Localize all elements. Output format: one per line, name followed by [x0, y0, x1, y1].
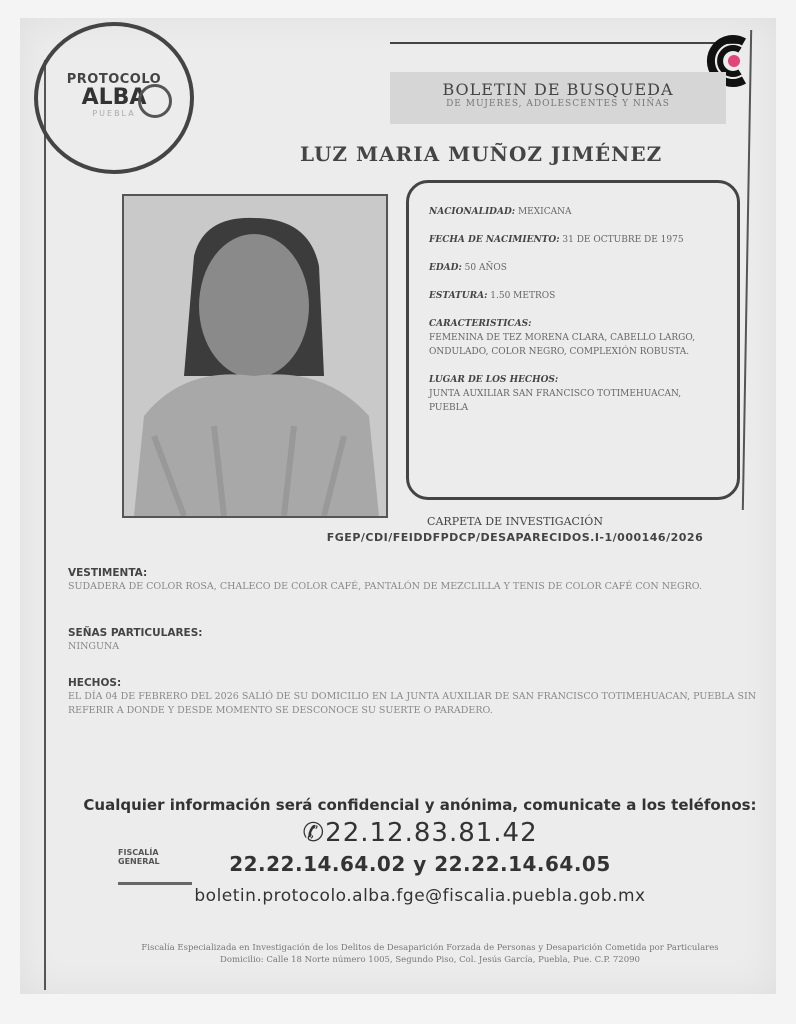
contact-intro: Cualquier información será confidencial y anónima, comunicate a los teléfonos: [83, 796, 757, 814]
detail-edad: EDAD: 50 AÑOS [429, 263, 507, 273]
main-phone[interactable]: ✆22.12.83.81.42 [302, 818, 538, 848]
footer [100, 942, 760, 966]
vestimenta-section [68, 566, 768, 594]
other-phones[interactable]: 22.22.14.64.02 y 22.22.14.64.05 [229, 852, 611, 876]
logo-line1: PROTOCOLO [66, 72, 162, 87]
footer-line2: Domicilio: Calle 18 Norte número 1005, Segundo Piso, Col. Jesús García, Puebla, Pue. C.P. 72090 [220, 955, 640, 965]
vestimenta-label: VESTIMENTA: [68, 567, 148, 579]
protocolo-alba-logo [34, 22, 194, 174]
senas-label: SEÑAS PARTICULARES: [68, 627, 203, 639]
vestimenta-text: SUDADERA DE COLOR ROSA, CHALECO DE COLOR CAFÉ, PANTALÓN DE MEZCLILLA Y TENIS DE COLOR CAFÉ CON NEGRO. [68, 581, 702, 592]
person-details-box [406, 180, 740, 500]
detail-fecha-nacimiento: FECHA DE NACIMIENTO: 31 DE OCTUBRE DE 1975 [429, 235, 684, 245]
contact-section [60, 796, 780, 906]
detail-nacionalidad: NACIONALIDAD: MEXICANA [429, 207, 572, 217]
detail-estatura: ESTATURA: 1.50 METROS [429, 291, 556, 301]
senas-section [68, 626, 768, 654]
whatsapp-icon: ✆ [302, 818, 326, 848]
detail-caracteristicas: CARACTERISTICAS: FEMENINA DE TEZ MORENA CLARA, CABELLO LARGO, ONDULADO, COLOR NEGRO, COMPLEXIÓN ROBUSTA. [429, 319, 696, 357]
logo-line3: PUEBLA [92, 109, 136, 118]
hechos-text: EL DÍA 04 DE FEBRERO DEL 2026 SALIÓ DE SU DOMICILIO EN LA JUNTA AUXILIAR DE SAN FRANCISCO TOTIMEHUACAN, PUEBLA SIN REFERIR A DONDE Y DESDE MOMENTO SE DESCONOCE SU SUERTE O PARADERO. [68, 691, 757, 716]
contact-email[interactable]: boletin.protocolo.alba.fge@fiscalia.puebla.gob.mx [194, 886, 646, 906]
footer-line1: Fiscalía Especializada en Investigación de los Delitos de Desaparición Forzada de Personas y Desaparición Cometida por Particulares [141, 943, 719, 953]
carpeta-number: FGEP/CDI/FEIDDFPDCP/DESAPARECIDOS.I-1/000146/2026 [326, 531, 704, 544]
fiscalia-line1: FISCALÍA [118, 848, 159, 857]
missing-person-name: LUZ MARIA MUÑOZ JIMÉNEZ [300, 142, 663, 166]
fiscalia-line2: GENERAL [118, 857, 160, 866]
header-rule [390, 42, 740, 44]
hechos-label: HECHOS: [68, 677, 122, 689]
page-border-left [44, 60, 46, 990]
venus-mars-icon [138, 84, 172, 118]
hechos-section [68, 676, 768, 718]
senas-text: NINGUNA [68, 641, 120, 652]
bulletin-title: BOLETIN DE BUSQUEDA [442, 80, 674, 99]
carpeta-label: CARPETA DE INVESTIGACIÓN [427, 515, 603, 528]
missing-person-photo [122, 194, 388, 518]
detail-lugar-hechos: LUGAR DE LOS HECHOS: JUNTA AUXILIAR SAN FRANCISCO TOTIMEHUACAN, PUEBLA [429, 375, 682, 413]
investigation-file [300, 514, 730, 546]
logo-line2: ALBA [81, 85, 147, 110]
bulletin-subtitle: DE MUJERES, ADOLESCENTES Y NIÑAS [446, 99, 670, 109]
bulletin-header [390, 72, 726, 124]
